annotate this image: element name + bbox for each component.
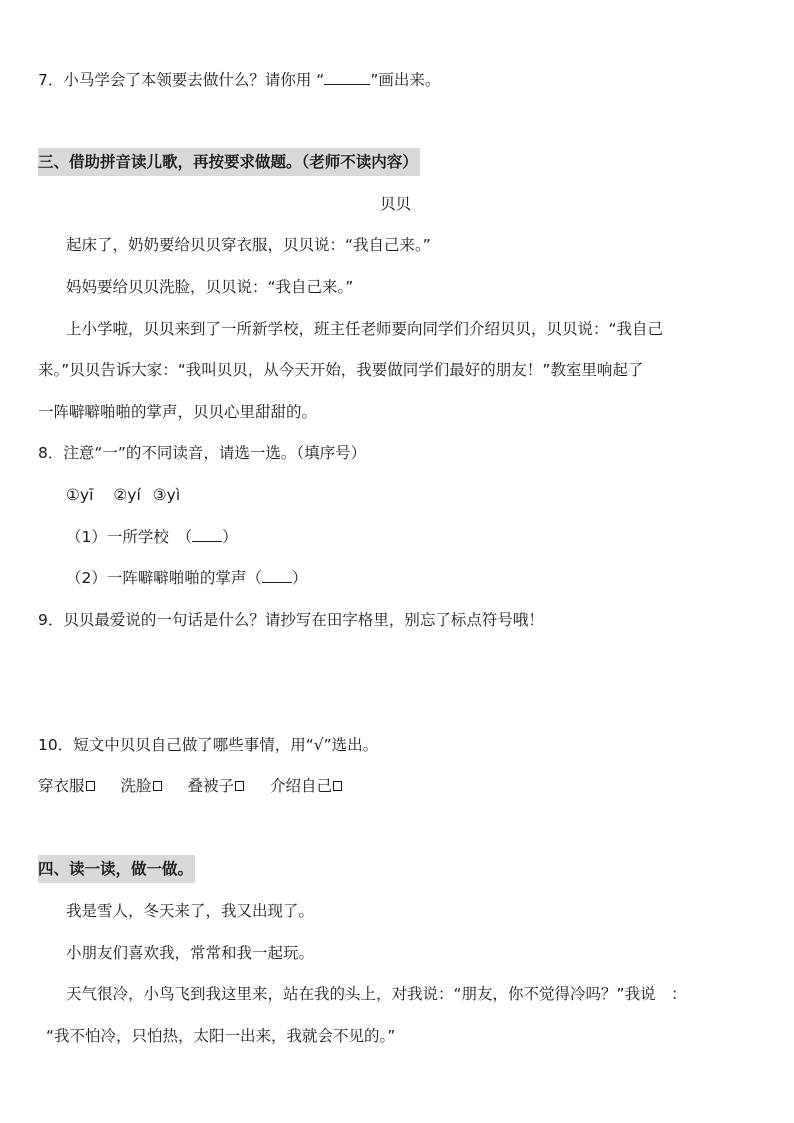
- answer-blank[interactable]: [324, 70, 370, 85]
- snowman-paragraph-2: 小朋友们喜欢我，常常和我一起玩。: [66, 944, 315, 962]
- checkbox[interactable]: [235, 781, 244, 791]
- question-8-item-2-text: （2）一阵噼噼啪啪的掌声（: [66, 569, 262, 587]
- story-paragraph-3-line-2: 来。”贝贝告诉大家：“我叫贝贝，从今天开始，我要做同学们最好的朋友！”教室里响起了: [38, 361, 644, 379]
- question-10-text: 10．短文中贝贝自己做了哪些事情，用“√”选出。: [38, 736, 379, 754]
- pinyin-option-1: ①yī: [66, 486, 94, 504]
- story-paragraph-3-line-3: 一阵噼噼啪啪的掌声，贝贝心里甜甜的。: [38, 403, 318, 421]
- snowman-paragraph-1: 我是雪人，冬天来了，我又出现了。: [66, 902, 315, 920]
- pinyin-option-2: ②yí: [113, 486, 141, 504]
- snowman-paragraph-3-line-1: 天气很冷，小鸟飞到我这里来，站在我的头上，对我说：“朋友，你不觉得冷吗？”我说 ：: [66, 985, 687, 1003]
- pinyin-option-3: ③yì: [152, 486, 181, 504]
- choice-introduce-self[interactable]: 介绍自己: [270, 777, 342, 795]
- question-8-item-2: [66, 567, 307, 589]
- checkbox[interactable]: [333, 781, 342, 791]
- question-8-item-2-end: ）: [291, 569, 308, 587]
- question-8-item-1-text: （1）一所学校 （: [66, 528, 193, 546]
- question-8-item-1-end: ）: [222, 528, 238, 546]
- choice-dress[interactable]: 穿衣服: [38, 777, 95, 795]
- question-10-choices: [38, 775, 342, 797]
- question-9-text: 9．贝贝最爱说的一句话是什么？请抄写在田字格里，别忘了标点符号哦！: [38, 611, 544, 629]
- story-title: 贝贝: [380, 195, 412, 213]
- choice-fold-quilt[interactable]: 叠被子: [188, 777, 245, 795]
- question-8-item-1: [66, 526, 238, 548]
- choice-wash-face[interactable]: 洗脸: [121, 777, 162, 795]
- section-4-heading: 四、读一读，做一做。: [38, 855, 195, 883]
- story-paragraph-1: 起床了，奶奶要给贝贝穿衣服，贝贝说：“我自己来。”: [66, 236, 431, 254]
- snowman-paragraph-3-line-2: “我不怕冷，只怕热，太阳一出来，我就会不见的。”: [46, 1027, 396, 1045]
- story-paragraph-3-line-1: 上小学啦，贝贝来到了一所新学校，班主任老师要向同学们介绍贝贝，贝贝说：“我自己: [66, 320, 664, 338]
- pinyin-options: [66, 484, 180, 506]
- question-7: [38, 69, 440, 91]
- checkbox[interactable]: [153, 781, 162, 791]
- answer-blank[interactable]: [262, 568, 292, 583]
- question-7-text-end: ”画出来。: [370, 71, 441, 89]
- section-3-heading: 三、借助拼音读儿歌，再按要求做题。（老师不读内容）: [38, 148, 420, 176]
- checkbox[interactable]: [86, 781, 95, 791]
- question-7-text: 7．小马学会了本领要去做什么？请你用 “: [38, 71, 325, 89]
- question-8-text: 8．注意“一”的不同读音，请选一选。（填序号）: [38, 444, 367, 462]
- answer-blank[interactable]: [192, 527, 222, 542]
- story-paragraph-2: 妈妈要给贝贝洗脸，贝贝说：“我自己来。”: [66, 278, 354, 296]
